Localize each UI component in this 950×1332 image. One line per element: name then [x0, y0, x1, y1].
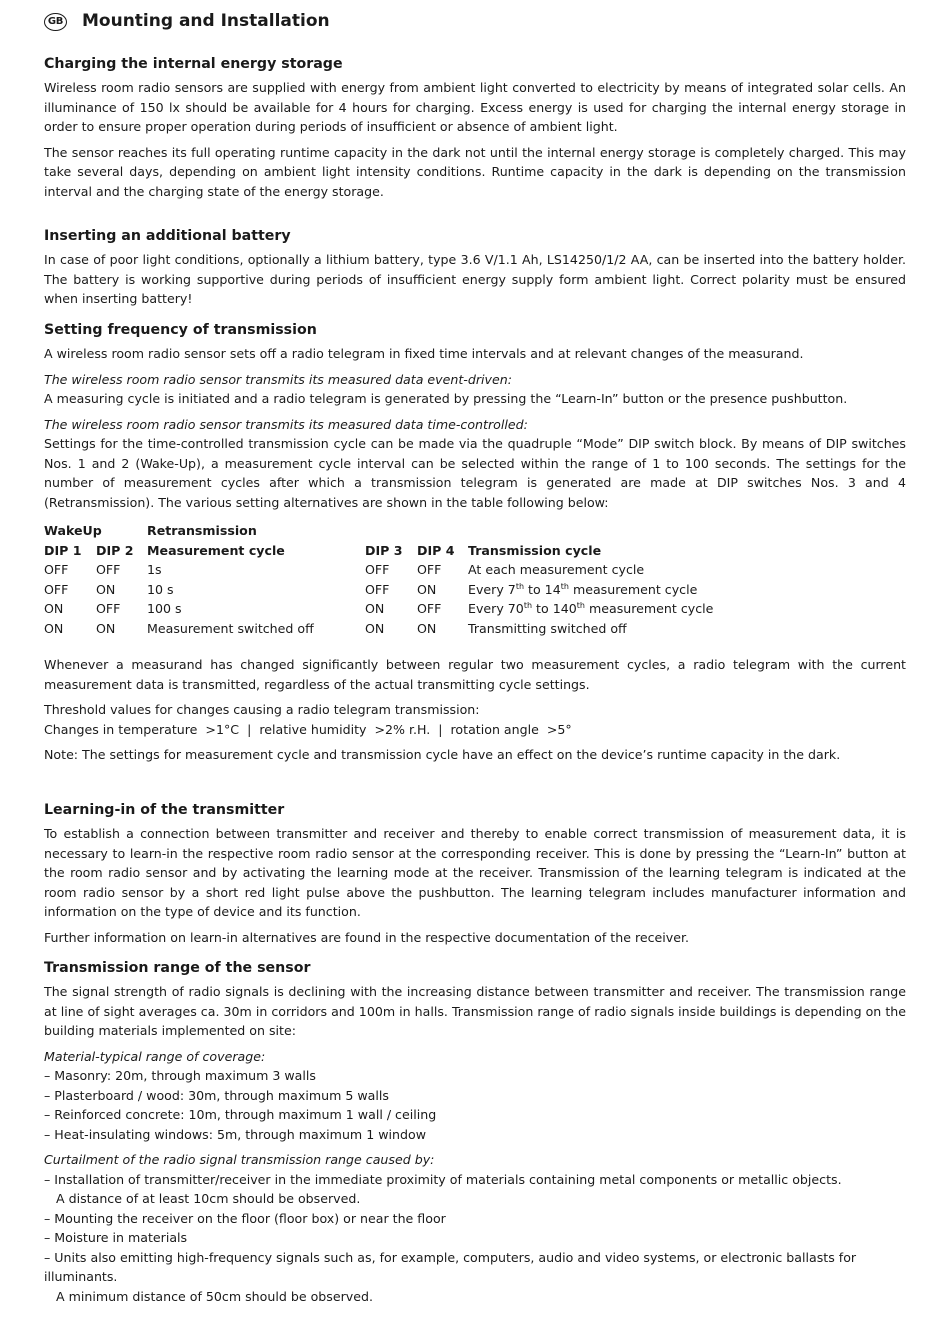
threshold-label: Threshold values for changes causing a radio telegram transmission:	[44, 702, 480, 717]
runtime-note: Note: The settings for measurement cycle and transmission cycle have an effect on the device’s runtime capacity in the dark.	[44, 747, 841, 762]
cell-dip3: ON	[365, 601, 385, 616]
header-measurement-cycle: Measurement cycle	[147, 542, 285, 558]
cell-measurement: Measurement switched off	[147, 620, 314, 636]
cell-dip3: OFF	[365, 562, 390, 577]
list-item: – Masonry: 20m, through maximum 3 walls	[44, 1068, 316, 1083]
frequency-intro: A wireless room radio sensor sets off a radio telegram in fixed time intervals and at relevant changes of the measurand.	[44, 346, 804, 361]
cell-dip2: OFF	[96, 601, 121, 616]
cell-transmission-text: Transmitting switched off	[468, 620, 627, 636]
curtailment-list	[44, 1170, 906, 1307]
charging-paragraph-2: The sensor reaches its full operating runtime capacity in the dark not until the internal energy storage is completely charged. This may take several days, depending on ambient light intensity conditions. Runtime capacity in the dark is depending on the transmission interval and the charging state of the energy storage.	[44, 144, 906, 199]
measurand-change-paragraph: Whenever a measurand has changed significantly between regular two measurement cycles, a radio telegram with the current measurement data is transmitted, regardless of the actual transmitting cycle settings.	[44, 657, 906, 692]
frequency-heading: Setting frequency of transmission	[44, 322, 317, 338]
list-item: – Mounting the receiver on the floor (floor box) or near the floor	[44, 1210, 446, 1226]
time-controlled-label: The wireless room radio sensor transmits its measured data time-controlled:	[44, 416, 528, 432]
group-wakeup: WakeUp	[44, 523, 102, 538]
material-range-label: Material-typical range of coverage:	[44, 1048, 266, 1064]
table-row	[44, 580, 906, 600]
cell-dip1: ON	[44, 620, 64, 636]
cell-measurement: 1s	[147, 562, 162, 577]
section-range	[44, 958, 906, 1306]
event-driven-label: The wireless room radio sensor transmits its measured data event-driven:	[44, 371, 512, 387]
threshold-values: Changes in temperature >1°C | relative humidity >2% r.H. | rotation angle >5°	[44, 721, 572, 737]
cell-transmission-text: measurement cycle	[584, 601, 714, 616]
learning-paragraph-2: Further information on learn-in alternatives are found in the respective documentation of the receiver.	[44, 929, 690, 945]
cell-transmission-text: At each measurement cycle	[468, 562, 645, 577]
charging-heading: Charging the internal energy storage	[44, 56, 343, 72]
table-column-header	[44, 541, 906, 561]
cell-dip2: ON	[96, 581, 116, 597]
list-item: – Heat-insulating windows: 5m, through maximum 1 window	[44, 1126, 426, 1142]
cell-transmission-text: to 140	[532, 601, 577, 616]
cell-transmission	[468, 599, 713, 619]
table-row	[44, 619, 906, 639]
ordinal-suffix: th	[523, 601, 533, 610]
page-title: Mounting and Installation	[82, 11, 330, 32]
list-item: – Reinforced concrete: 10m, through maximum 1 wall / ceiling	[44, 1107, 437, 1122]
header-dip2: DIP 2	[96, 542, 134, 558]
material-list	[44, 1066, 906, 1144]
cell-dip4: OFF	[417, 562, 442, 577]
section-learning	[44, 800, 906, 953]
cell-dip2: OFF	[96, 562, 121, 577]
cell-dip4: ON	[417, 620, 437, 636]
cell-dip4: ON	[417, 581, 437, 597]
cell-dip3: ON	[365, 620, 385, 636]
country-badge: GB	[44, 13, 67, 31]
list-item: – Plasterboard / wood: 30m, through maximum 5 walls	[44, 1087, 389, 1103]
list-item-continuation: A minimum distance of 50cm should be observed.	[56, 1288, 373, 1304]
curtailment-label: Curtailment of the radio signal transmission range caused by:	[44, 1152, 435, 1167]
cell-transmission	[468, 619, 627, 639]
page-header	[44, 9, 330, 35]
cell-transmission-text: to 14	[524, 581, 561, 597]
cell-transmission-text: measurement cycle	[568, 581, 698, 597]
cell-measurement: 100 s	[147, 601, 182, 616]
charging-paragraph-1: Wireless room radio sensors are supplied with energy from ambient light converted to electricity by means of integrated solar cells. An illuminance of 150 lx should be available for 4 hours for charging. Excess energy is used for charging the internal energy storage in order to ensure proper operation during periods of insufficient or absence of ambient light.	[44, 80, 906, 134]
table-group-header	[44, 521, 906, 541]
ordinal-suffix: th	[515, 581, 525, 591]
header-dip4: DIP 4	[417, 542, 455, 558]
group-retransmission: Retransmission	[147, 523, 257, 538]
list-item-continuation: A distance of at least 10cm should be observed.	[56, 1191, 361, 1206]
range-heading: Transmission range of the sensor	[44, 960, 311, 976]
time-controlled-text: Settings for the time-controlled transmission cycle can be made via the quadruple “Mode” DIP switch block. By means of DIP switches Nos. 1 and 2 (Wake-Up), a measurement cycle interval can be selected within the range of 1 to 100 seconds. The settings for the number of measurement cycles after which a transmission telegram is generated are made at DIP switches Nos. 3 and 4 (Retransmission). The various setting alternatives are shown in the table following below:	[44, 436, 906, 510]
battery-paragraph: In case of poor light conditions, optionally a lithium battery, type 3.6 V/1.1 Ah, LS14250/1/2 AA, can be inserted into the battery holder. The battery is working supportive during periods of insufficient energy supply form ambient light. Correct polarity must be ensured when inserting battery!	[44, 252, 906, 306]
learning-paragraph-1: To establish a connection between transmitter and receiver and thereby to enable correct transmission of measurement data, it is necessary to learn-in the respective room radio sensor at the corresponding receiver. This is done by pressing the “Learn-In” button at the room radio sensor and by activating the learning mode at the receiver. Transmission of the learning telegram is indicated at the room radio sensor by a short red light pulse above the pushbutton. The learning telegram includes manufacturer information and information on the type of device and its function.	[44, 826, 906, 919]
dip-switch-table	[44, 521, 906, 641]
cell-dip4: OFF	[417, 601, 442, 616]
battery-heading: Inserting an additional battery	[44, 228, 291, 244]
table-row	[44, 599, 906, 619]
header-dip1: DIP 1	[44, 542, 82, 558]
learning-heading: Learning-in of the transmitter	[44, 802, 285, 818]
cell-measurement: 10 s	[147, 581, 174, 597]
cell-dip2: ON	[96, 620, 116, 636]
header-dip3: DIP 3	[365, 542, 403, 558]
cell-transmission-text: Every 7	[468, 581, 516, 597]
section-battery	[44, 226, 906, 315]
section-charging	[44, 54, 906, 207]
list-item: – Units also emitting high-frequency signals such as, for example, computers, audio and video systems, or electronic ballasts for illuminants.	[44, 1249, 857, 1284]
ordinal-suffix: th	[560, 581, 569, 591]
list-item: – Installation of transmitter/receiver in the immediate proximity of materials containing metal components or metallic objects.	[44, 1171, 842, 1187]
cell-transmission-text: Every 70	[468, 601, 524, 616]
event-driven-text: A measuring cycle is initiated and a radio telegram is generated by pressing the “Learn-In” button or the presence pushbutton.	[44, 391, 848, 406]
header-transmission-cycle: Transmission cycle	[468, 542, 602, 558]
cell-dip1: OFF	[44, 562, 69, 577]
section-frequency	[44, 320, 906, 771]
cell-dip1: ON	[44, 601, 64, 616]
cell-transmission	[468, 580, 697, 600]
range-paragraph: The signal strength of radio signals is declining with the increasing distance between transmitter and receiver. The transmission range at line of sight averages ca. 30m in corridors and 100m in halls. Transmission range of radio signals inside buildings is depending on the building materials implemented on site:	[44, 984, 906, 1038]
ordinal-suffix: th	[576, 601, 585, 610]
cell-dip1: OFF	[44, 581, 69, 597]
cell-dip3: OFF	[365, 581, 390, 597]
table-row	[44, 560, 906, 580]
cell-transmission	[468, 560, 644, 580]
list-item: – Moisture in materials	[44, 1230, 188, 1245]
